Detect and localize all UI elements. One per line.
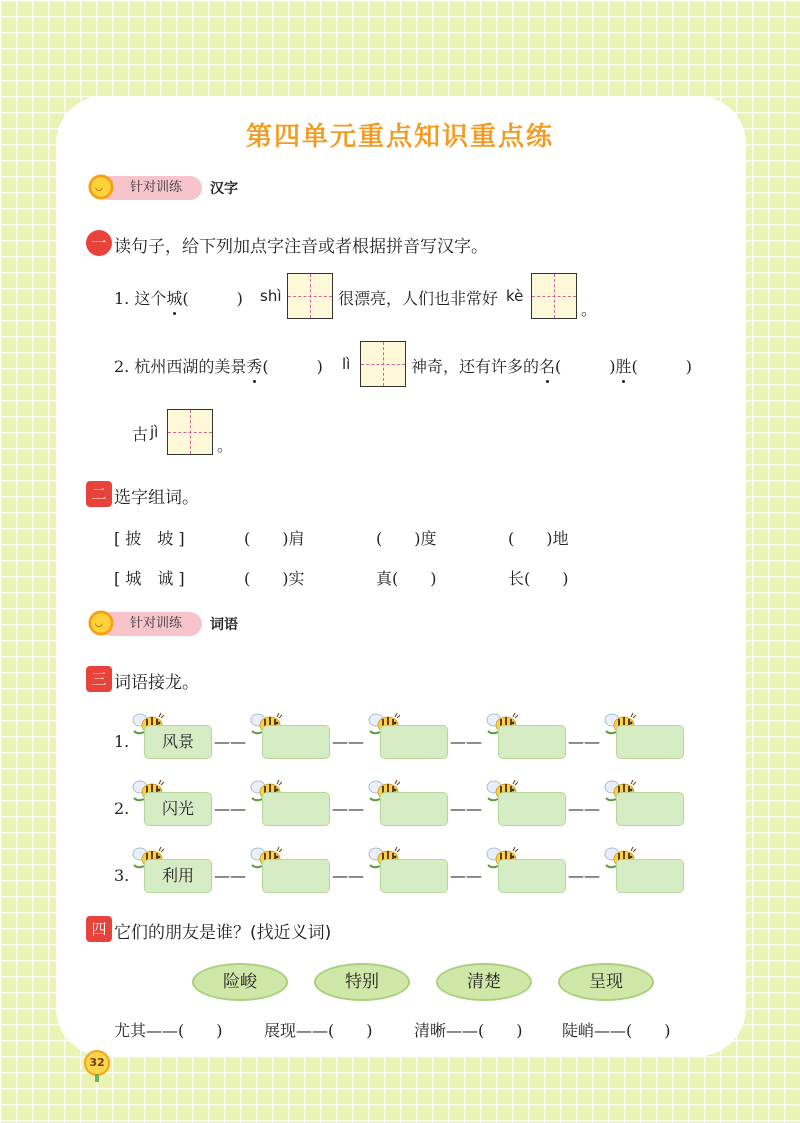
dotted-char: 胜	[616, 354, 632, 377]
topic-label: 词语	[210, 617, 238, 633]
chain-dash: ——	[214, 799, 246, 818]
char-writing-box[interactable]	[287, 273, 333, 319]
chain-dash: ——	[332, 799, 364, 818]
section-number: 一	[86, 230, 112, 256]
word-leaf: 险峻	[192, 963, 288, 1001]
row-number: 1.	[114, 732, 130, 751]
badge-label: 针对训练	[130, 616, 183, 631]
synonym-blank[interactable]: 陡峭——( )	[562, 1021, 671, 1040]
chain-word-box[interactable]	[616, 792, 684, 826]
chain-word-box[interactable]	[616, 859, 684, 893]
chain-word-box[interactable]	[380, 725, 448, 759]
fill-blank[interactable]: ( )肩	[244, 529, 305, 548]
dotted-char: 秀	[246, 354, 262, 377]
fill-blank[interactable]: ( )实	[244, 569, 305, 588]
char-writing-box[interactable]	[531, 273, 577, 319]
row-number: 2.	[114, 799, 130, 818]
sun-icon: ◡	[86, 608, 116, 638]
section-title: 读句子，给下列加点字注音或者根据拼音写汉字。	[114, 237, 488, 257]
sun-icon: ◡	[86, 172, 116, 202]
answer-paren[interactable]: ( )	[262, 357, 323, 376]
row-number: 3.	[114, 866, 130, 885]
chain-dash: ——	[568, 866, 600, 885]
chain-dash: ——	[568, 799, 600, 818]
question-line	[114, 286, 243, 309]
text: 很漂亮，人们也非常好	[338, 289, 499, 308]
chain-word-box[interactable]	[262, 792, 330, 826]
dotted-char: 名	[539, 354, 555, 377]
char-writing-box[interactable]	[360, 341, 406, 387]
chain-word-box[interactable]	[498, 792, 566, 826]
chain-word-box[interactable]	[262, 859, 330, 893]
pinyin: lì	[342, 355, 351, 373]
flower-stem	[95, 1074, 99, 1082]
page-title: 第四单元重点知识重点练	[245, 122, 554, 152]
synonym-blank[interactable]: 展现——( )	[264, 1021, 373, 1040]
text: 。	[581, 300, 598, 319]
chain-start-word: 利用	[144, 859, 212, 893]
char-writing-box[interactable]	[167, 409, 213, 455]
fill-blank[interactable]: 长( )	[508, 569, 569, 588]
fill-blank[interactable]: ( )度	[376, 529, 437, 548]
chain-dash: ——	[214, 866, 246, 885]
dotted-char: 城	[166, 286, 182, 309]
word-leaf: 特别	[314, 963, 410, 1001]
word-leaf: 清楚	[436, 963, 532, 1001]
question-line	[411, 354, 692, 377]
badge-label: 针对训练	[130, 180, 183, 195]
pinyin: jì	[150, 423, 159, 441]
section-number: 二	[86, 481, 112, 507]
answer-paren[interactable]: ( )	[555, 357, 616, 376]
char-pair: [ 城 诚 ]	[114, 569, 185, 588]
text: 1. 这个	[114, 289, 167, 308]
chain-start-word: 风景	[144, 725, 212, 759]
chain-word-box[interactable]	[262, 725, 330, 759]
text: 古	[132, 425, 149, 444]
fill-blank[interactable]: 真( )	[376, 569, 437, 588]
chain-word-box[interactable]	[616, 725, 684, 759]
chain-dash: ——	[332, 732, 364, 751]
chain-dash: ——	[450, 799, 482, 818]
chain-word-box[interactable]	[498, 725, 566, 759]
chain-dash: ——	[214, 732, 246, 751]
section-title: 它们的朋友是谁？(找近义词)	[114, 923, 332, 943]
chain-word-box[interactable]	[498, 859, 566, 893]
chain-start-word: 闪光	[144, 792, 212, 826]
pinyin: kè	[506, 287, 524, 305]
question-line	[114, 354, 323, 377]
chain-word-box[interactable]	[380, 792, 448, 826]
char-pair: [ 披 坡 ]	[114, 529, 185, 548]
chain-dash: ——	[332, 866, 364, 885]
chain-dash: ——	[568, 732, 600, 751]
text: 2. 杭州西湖的美景	[114, 357, 247, 376]
text: 。	[217, 436, 234, 455]
section-number: 三	[86, 666, 112, 692]
chain-dash: ——	[450, 866, 482, 885]
answer-paren[interactable]: ( )	[631, 357, 693, 376]
synonym-blank[interactable]: 清晰——( )	[414, 1021, 523, 1040]
page-number: 32	[84, 1050, 110, 1076]
section-number: 四	[86, 916, 112, 942]
fill-blank[interactable]: ( )地	[508, 529, 569, 548]
chain-word-box[interactable]	[380, 859, 448, 893]
chain-dash: ——	[450, 732, 482, 751]
word-leaf: 呈现	[558, 963, 654, 1001]
pinyin: shì	[260, 287, 282, 305]
synonym-blank[interactable]: 尤其——( )	[114, 1021, 223, 1040]
text: 神奇，还有许多的	[411, 357, 540, 376]
answer-paren[interactable]: ( )	[182, 289, 243, 308]
topic-label: 汉字	[210, 181, 238, 197]
section-title: 词语接龙。	[114, 673, 199, 693]
section-title: 选字组词。	[114, 488, 199, 508]
